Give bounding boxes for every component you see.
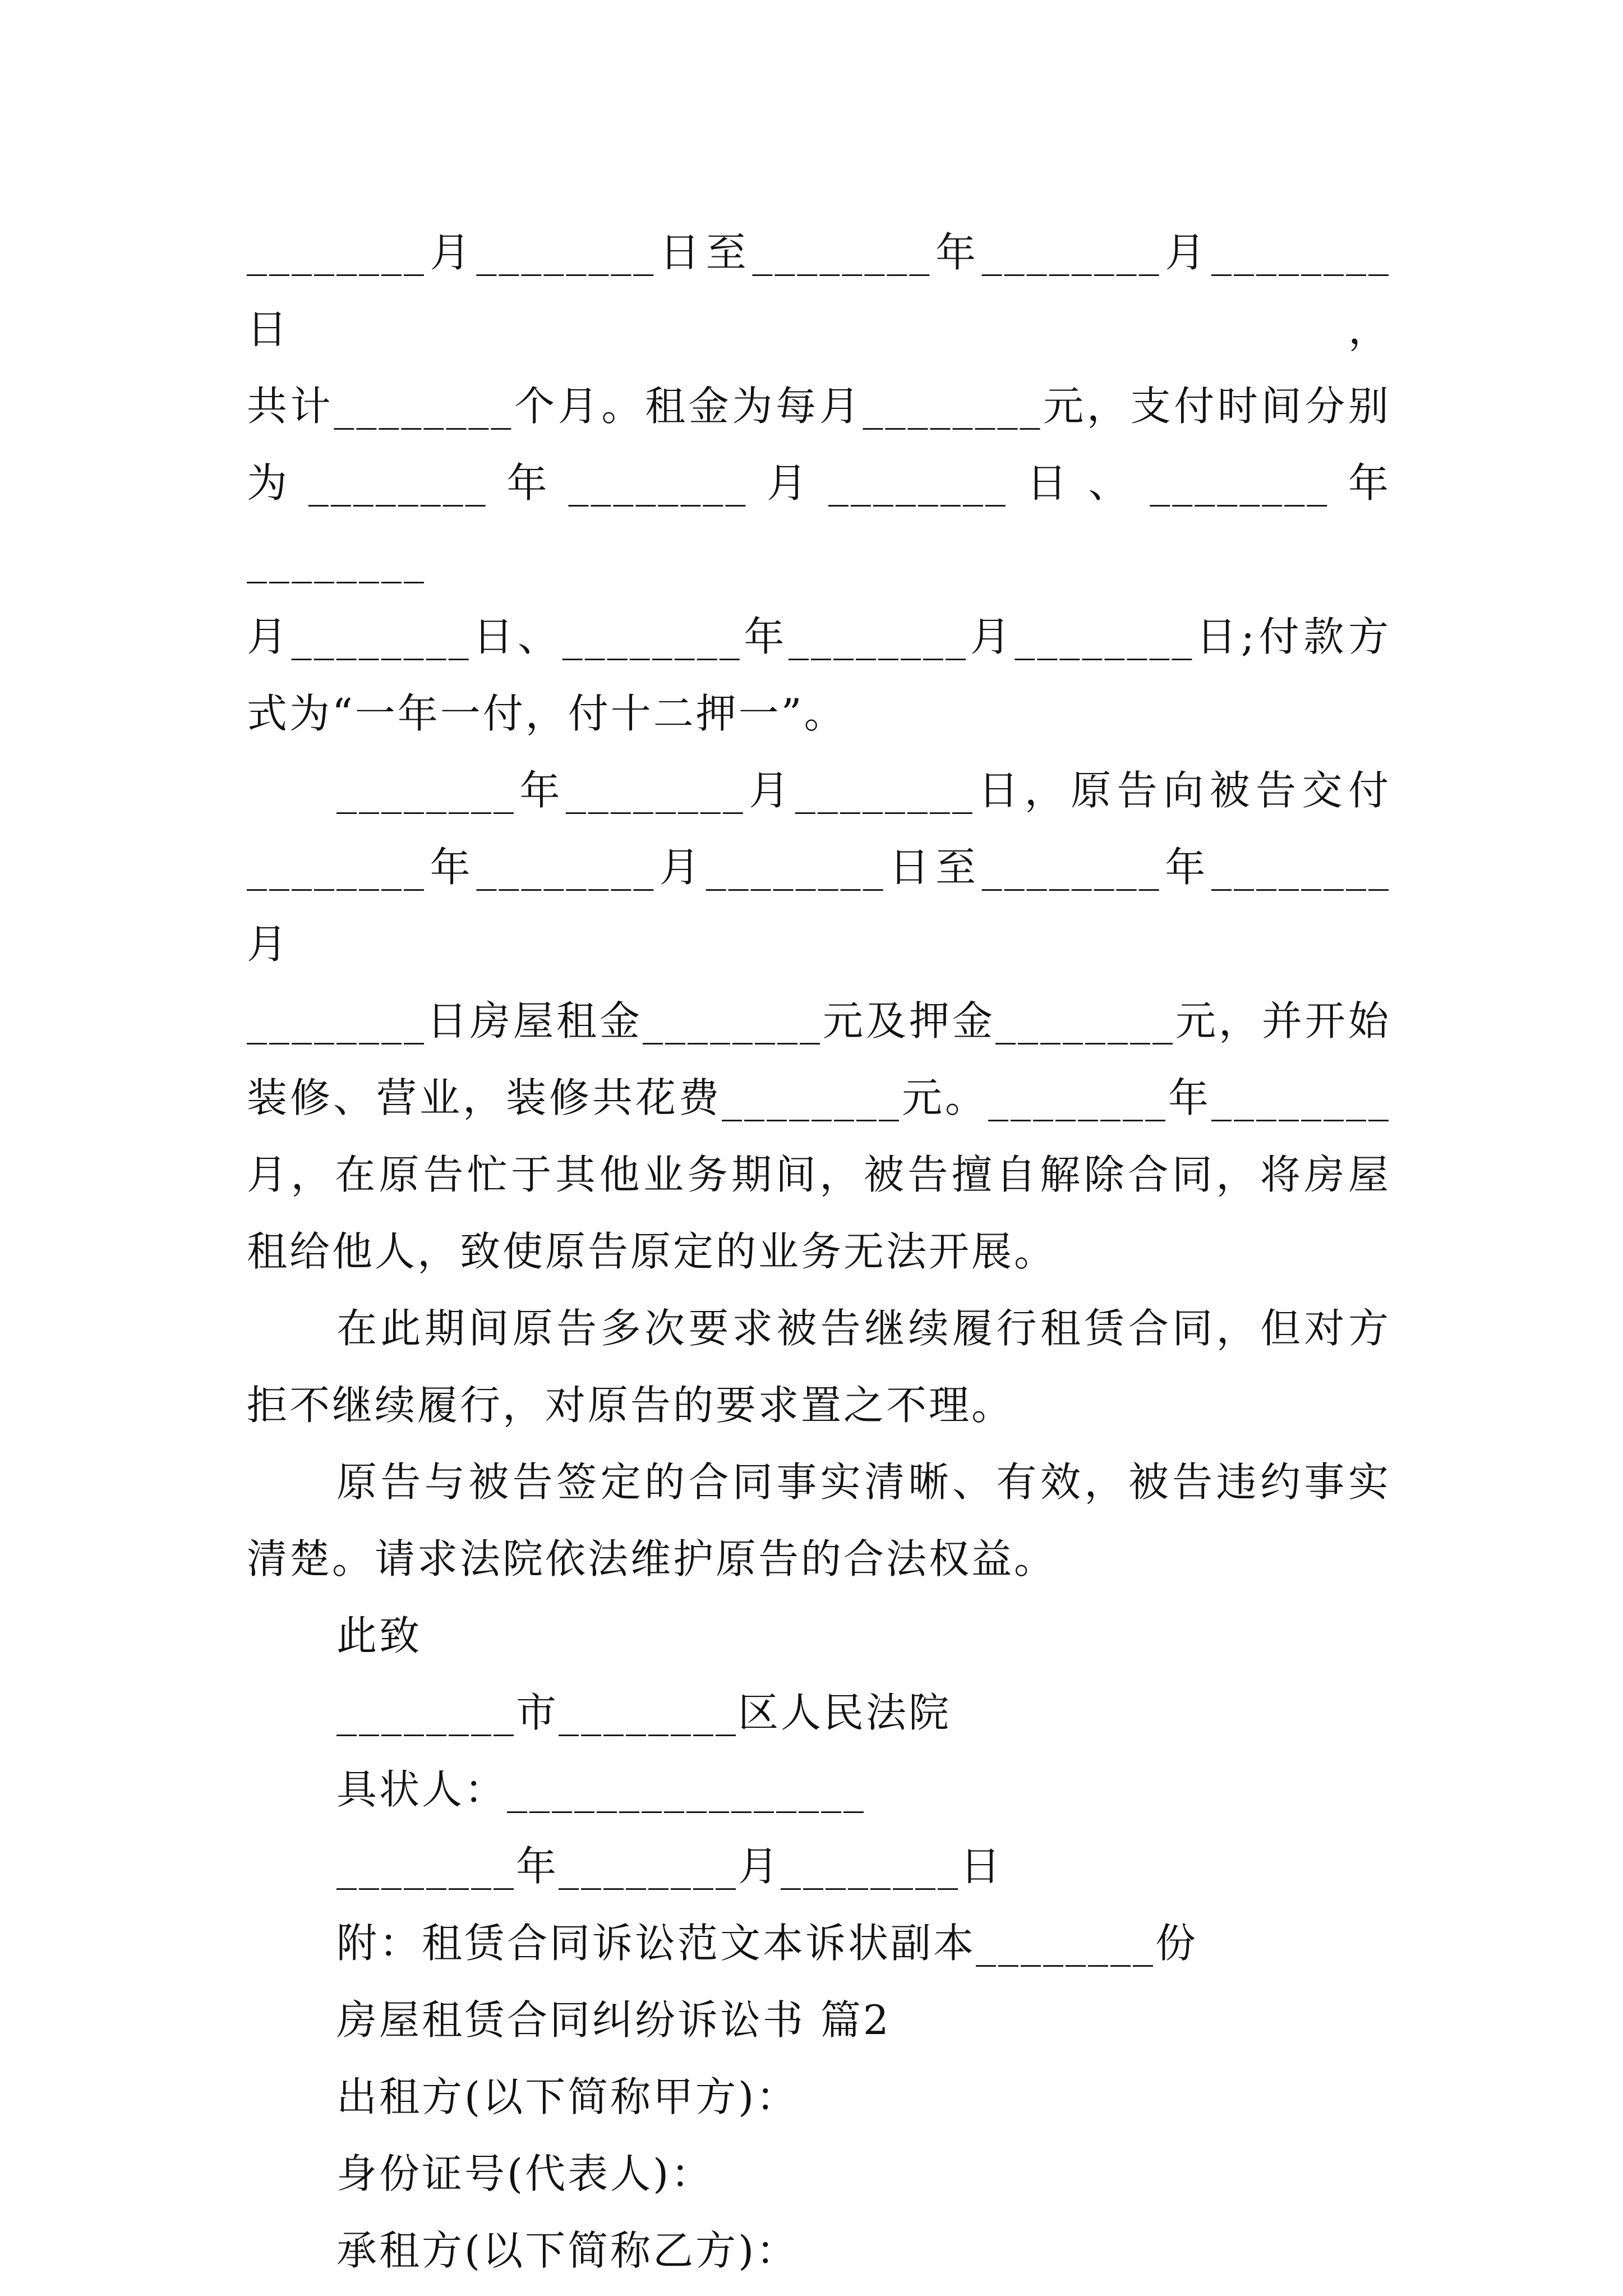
lessor-line: 出租方(以下简称甲方)： <box>336 2073 799 2120</box>
salutation: 此致 <box>336 1612 422 1659</box>
plaintiff-signature: 具状人：________________ <box>336 1766 866 1813</box>
id-number-line: 身份证号(代表人)： <box>336 2150 714 2197</box>
body-line-1: ________月________日至________年________月________日， <box>247 229 1391 353</box>
body-line-2: 共计________个月。租金为每月________元，支付时间分别 <box>247 383 1391 430</box>
body-line-12: 在此期间原告多次要求被告继续履行租赁合同，但对方 <box>336 1305 1391 1352</box>
attachment-line: 附：租赁合同诉讼范文本诉状副本________份 <box>336 1920 1198 1967</box>
court-name: ________市________区人民法院 <box>336 1689 952 1736</box>
date-line: ________年________月________日 <box>336 1843 1003 1890</box>
body-line-9: 装修、营业，装修共花费________元。________年________ <box>247 1074 1391 1121</box>
body-line-8: ________日房屋租金________元及押金________元，并开始 <box>247 997 1391 1045</box>
body-line-4: 月________日、________年________月________日;付款方 <box>247 613 1391 660</box>
document-body <box>247 214 1391 2289</box>
body-line-5: 式为“一年一付，付十二押一”。 <box>247 690 847 737</box>
body-line-10: 月，在原告忙于其他业务期间，被告擅自解除合同，将房屋 <box>247 1151 1391 1198</box>
body-line-15: 清楚。请求法院依法维护原告的合法权益。 <box>247 1535 1057 1582</box>
body-line-3: 为________年________月________日、________年________ <box>247 459 1391 583</box>
body-line-13: 拒不继续履行，对原告的要求置之不理。 <box>247 1382 1015 1429</box>
body-line-11: 租给他人，致使原告原定的业务无法开展。 <box>247 1228 1057 1275</box>
body-line-14: 原告与被告签定的合同事实清晰、有效，被告违约事实 <box>336 1458 1391 1506</box>
section-title: 房屋租赁合同纠纷诉讼书 篇2 <box>336 1996 891 2044</box>
body-line-7: ________年________月________日至________年________月 <box>247 844 1391 968</box>
body-line-6: ________年________月________日，原告向被告交付 <box>336 767 1391 814</box>
lessee-line: 承租方(以下简称乙方)： <box>336 2227 799 2274</box>
